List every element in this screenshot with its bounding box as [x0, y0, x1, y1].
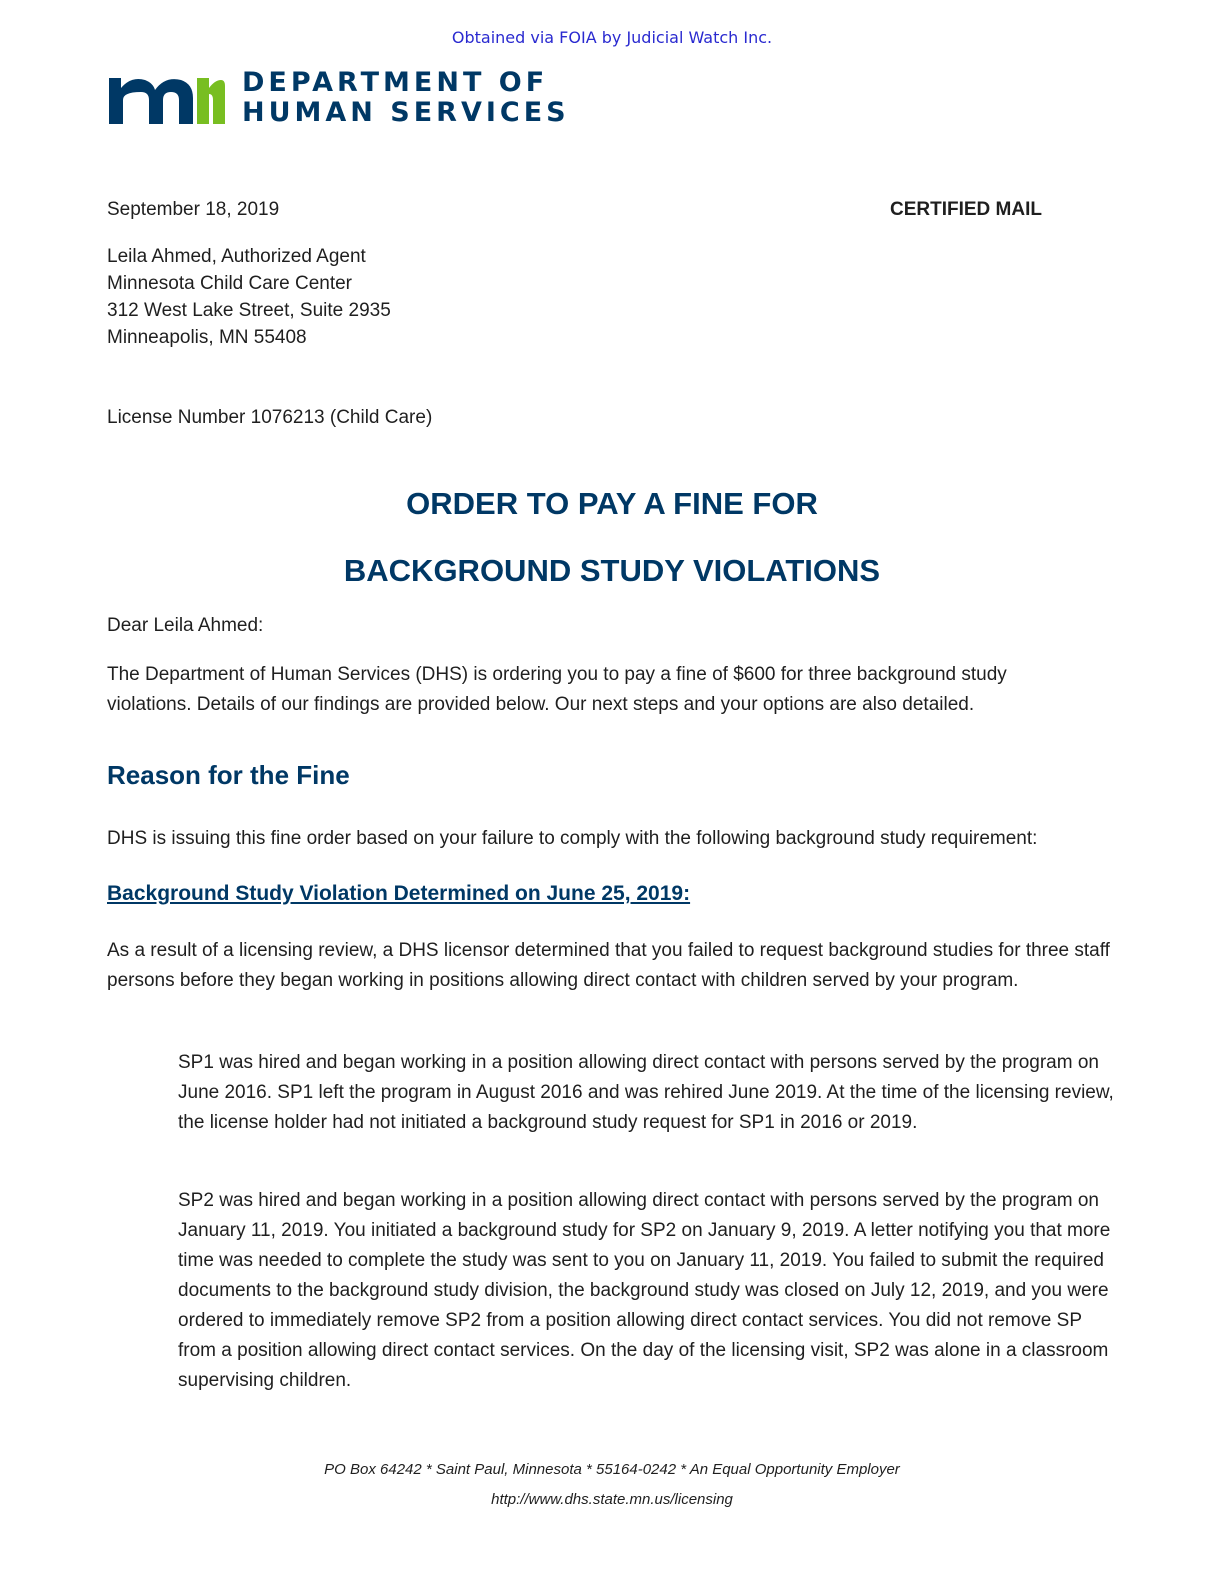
foia-watermark: Obtained via FOIA by Judicial Watch Inc.	[451, 28, 773, 47]
address-line: Minnesota Child Care Center	[107, 273, 353, 294]
footer-address: PO Box 64242 * Saint Paul, Minnesota * 55164-0242 * An Equal Opportunity Employer	[324, 1461, 900, 1478]
address-line: Minneapolis, MN 55408	[107, 327, 307, 348]
order-title-line-1: ORDER TO PAY A FINE FOR	[406, 486, 818, 521]
reason-heading: Reason for the Fine	[107, 760, 350, 790]
license-number: License Number 1076213 (Child Care)	[107, 407, 433, 428]
recipient-address	[107, 243, 391, 351]
salutation: Dear Leila Ahmed:	[107, 615, 264, 636]
sp1-paragraph: SP1 was hired and began working in a position allowing direct contact with persons served by the program on June 2016. SP1 left the program in August 2016 and was rehired June 2019. At the time of the licensing review, the license holder had not initiated a background study request for SP1 in 2016 or 2019.	[178, 1052, 1114, 1133]
certified-mail-label: CERTIFIED MAIL	[890, 199, 1042, 220]
intro-paragraph: The Department of Human Services (DHS) is ordering you to pay a fine of $600 for three background study violations. Details of our findings are provided below. Our next steps and your options are also detailed.	[107, 664, 1007, 715]
sp2-paragraph: SP2 was hired and began working in a position allowing direct contact with persons served by the program on January 11, 2019. You initiated a background study for SP2 on January 9, 2019. A letter notifying you that more time was needed to complete the study was sent to you on January 11, 2019. You failed to submit the required documents to the background study division, the background study was closed on July 12, 2019, and you were ordered to immediately remove SP2 from a position allowing direct contact services. You did not remove SP from a position allowing direct contact services. On the day of the licensing visit, SP2 was alone in a classroom supervising children.	[178, 1190, 1111, 1391]
address-line: Leila Ahmed, Authorized Agent	[107, 246, 366, 267]
result-paragraph: As a result of a licensing review, a DHS licensor determined that you failed to request background studies for three staff persons before they began working in positions allowing direct contact with children served by your program.	[107, 940, 1110, 991]
logo-line-1: DEPARTMENT OF	[242, 67, 549, 98]
issuing-paragraph: DHS is issuing this fine order based on your failure to comply with the following background study requirement:	[107, 828, 1038, 849]
violation-heading: Background Study Violation Determined on June 25, 2019:	[107, 882, 691, 905]
letter-date: September 18, 2019	[107, 199, 280, 220]
logo-line-2: HUMAN SERVICES	[242, 97, 570, 128]
footer-url: http://www.dhs.state.mn.us/licensing	[491, 1491, 733, 1508]
mn-logo-icon	[107, 70, 227, 126]
logo-wordmark	[242, 68, 570, 128]
address-line: 312 West Lake Street, Suite 2935	[107, 300, 391, 321]
order-title-line-2: BACKGROUND STUDY VIOLATIONS	[343, 553, 881, 588]
